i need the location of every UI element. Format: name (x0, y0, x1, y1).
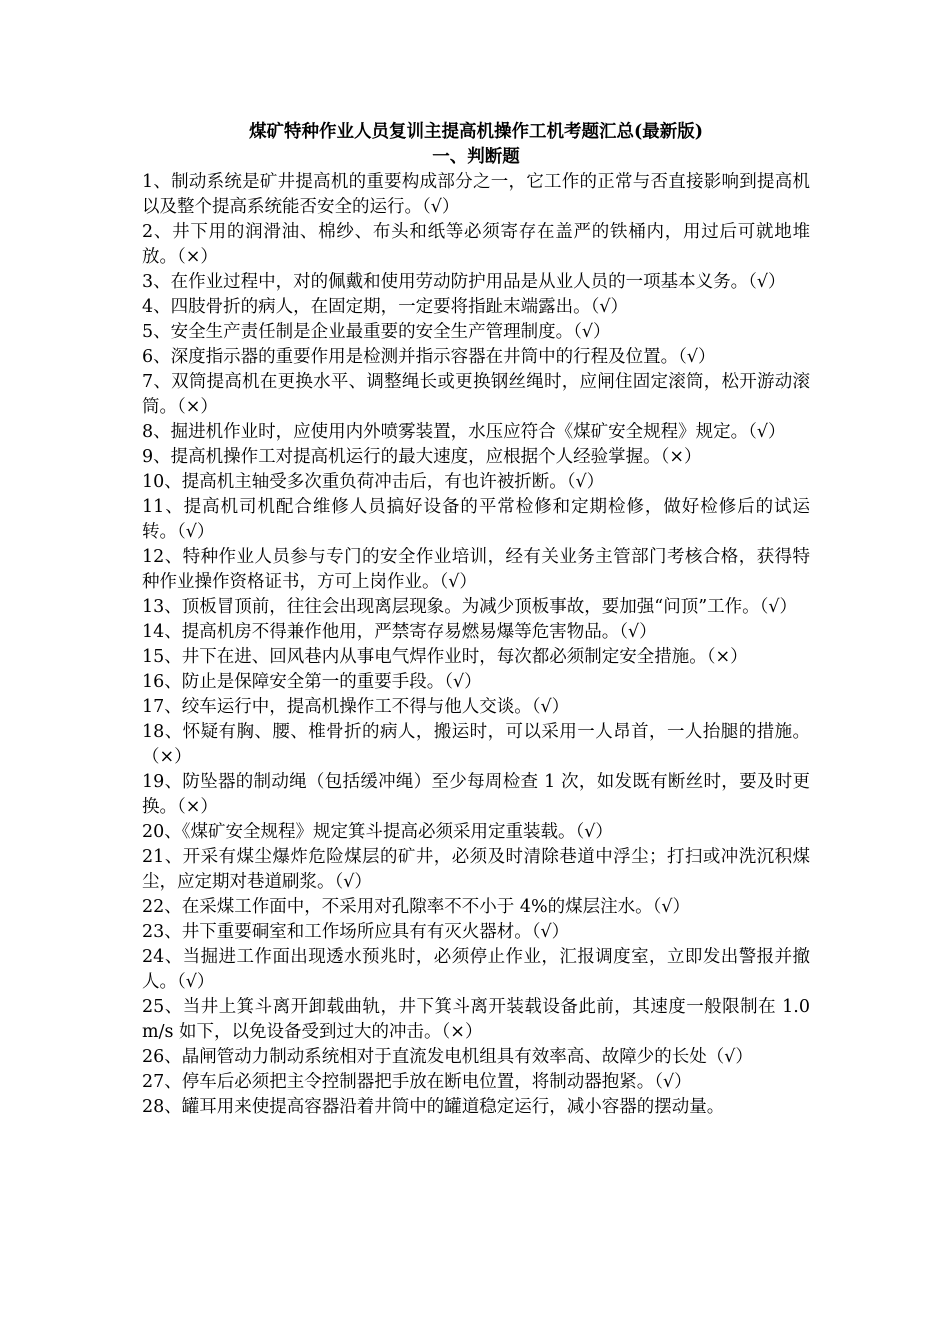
question-item: 25、当井上箕斗离开卸载曲轨，井下箕斗离开装载设备此前，其速度一般限制在 1.0m/s 如下，以免设备受到过大的冲击。（×） (142, 997, 810, 1042)
question-item: 15、井下在进、回风巷内从事电气焊作业时，每次都必须制定安全措施。（×） (142, 647, 748, 667)
question-item: 27、停车后必须把主令控制器把手放在断电位置，将制动器抱紧。（√） (142, 1072, 692, 1092)
question-item: 12、特种作业人员参与专门的安全作业培训，经有关业务主管部门考核合格，获得特种作业操作资格证书，方可上岗作业。（√） (142, 547, 810, 592)
question-item: 2、井下用的润滑油、棉纱、布头和纸等必须寄存在盖严的铁桶内，用过后可就地堆放。（×） (142, 222, 810, 267)
question-item: 10、提高机主轴受多次重负荷冲击后，有也许被折断。（√） (142, 472, 605, 492)
question-item: 11、提高机司机配合维修人员搞好设备的平常检修和定期检修，做好检修后的试运转。（√） (142, 497, 810, 542)
question-item: 14、提高机房不得兼作他用，严禁寄存易燃易爆等危害物品。（√） (142, 622, 657, 642)
section-heading: 一、判断题 (432, 147, 520, 167)
question-item: 5、安全生产责任制是企业最重要的安全生产管理制度。（√） (142, 322, 611, 342)
question-item: 23、井下重要硐室和工作场所应具有有灭火器材。（√） (142, 922, 570, 942)
question-item: 6、深度指示器的重要作用是检测并指示容器在井筒中的行程及位置。（√） (142, 347, 716, 367)
question-item: 7、双筒提高机在更换水平、调整绳长或更换钢丝绳时，应闸住固定滚筒，松开游动滚筒。（×） (142, 372, 810, 417)
question-item: 9、提高机操作工对提高机运行的最大速度，应根据个人经验掌握。（×） (142, 447, 702, 467)
question-item: 1、制动系统是矿井提高机的重要构成部分之一，它工作的正常与否直接影响到提高机以及整个提高系统能否安全的运行。（√） (142, 172, 810, 217)
question-item: 16、防止是保障安全第一的重要手段。（√） (142, 672, 482, 692)
question-item: 3、在作业过程中，对的佩戴和使用劳动防护用品是从业人员的一项基本义务。（√） (142, 272, 786, 292)
document-page (142, 120, 810, 1120)
question-item: 8、掘进机作业时，应使用内外喷雾装置，水压应符合《煤矿安全规程》规定。（√） (142, 422, 786, 442)
question-list (142, 170, 810, 1120)
question-item: 21、开采有煤尘爆炸危险煤层的矿井，必须及时清除巷道中浮尘；打扫或冲洗沉积煤尘，应定期对巷道刷浆。（√） (142, 847, 810, 892)
question-item: 24、当掘进工作面出现透水预兆时，必须停止作业，汇报调度室，立即发出警报并撤人。（√） (142, 947, 810, 992)
question-item: 26、晶闸管动力制动系统相对于直流发电机组具有效率高、故障少的长处（√） (142, 1047, 753, 1067)
question-item: 13、顶板冒顶前，往往会出现离层现象。为减少顶板事故，要加强“问顶”工作。（√） (142, 597, 798, 617)
question-item: 28、罐耳用来使提高容器沿着井筒中的罐道稳定运行，减小容器的摆动量。 (142, 1097, 725, 1117)
question-item: 17、绞车运行中，提高机操作工不得与他人交谈。（√） (142, 697, 570, 717)
question-item: 20、《煤矿安全规程》规定箕斗提高必须采用定重装载。（√） (142, 822, 613, 842)
question-item: 19、防坠器的制动绳（包括缓冲绳）至少每周检查 1 次，如发既有断丝时，要及时更换。（×） (142, 772, 810, 817)
question-item: 18、怀疑有胸、腰、椎骨折的病人，搬运时，可以采用一人昂首，一人抬腿的措施。（×） (142, 722, 810, 767)
question-item: 22、在采煤工作面中，不采用对孔隙率不不小于 4%的煤层注水。（√） (142, 897, 690, 917)
document-title: 煤矿特种作业人员复训主提高机操作工机考题汇总(最新版) (248, 122, 704, 142)
question-item: 4、四肢骨折的病人，在固定期，一定要将指趾末端露出。（√） (142, 297, 629, 317)
